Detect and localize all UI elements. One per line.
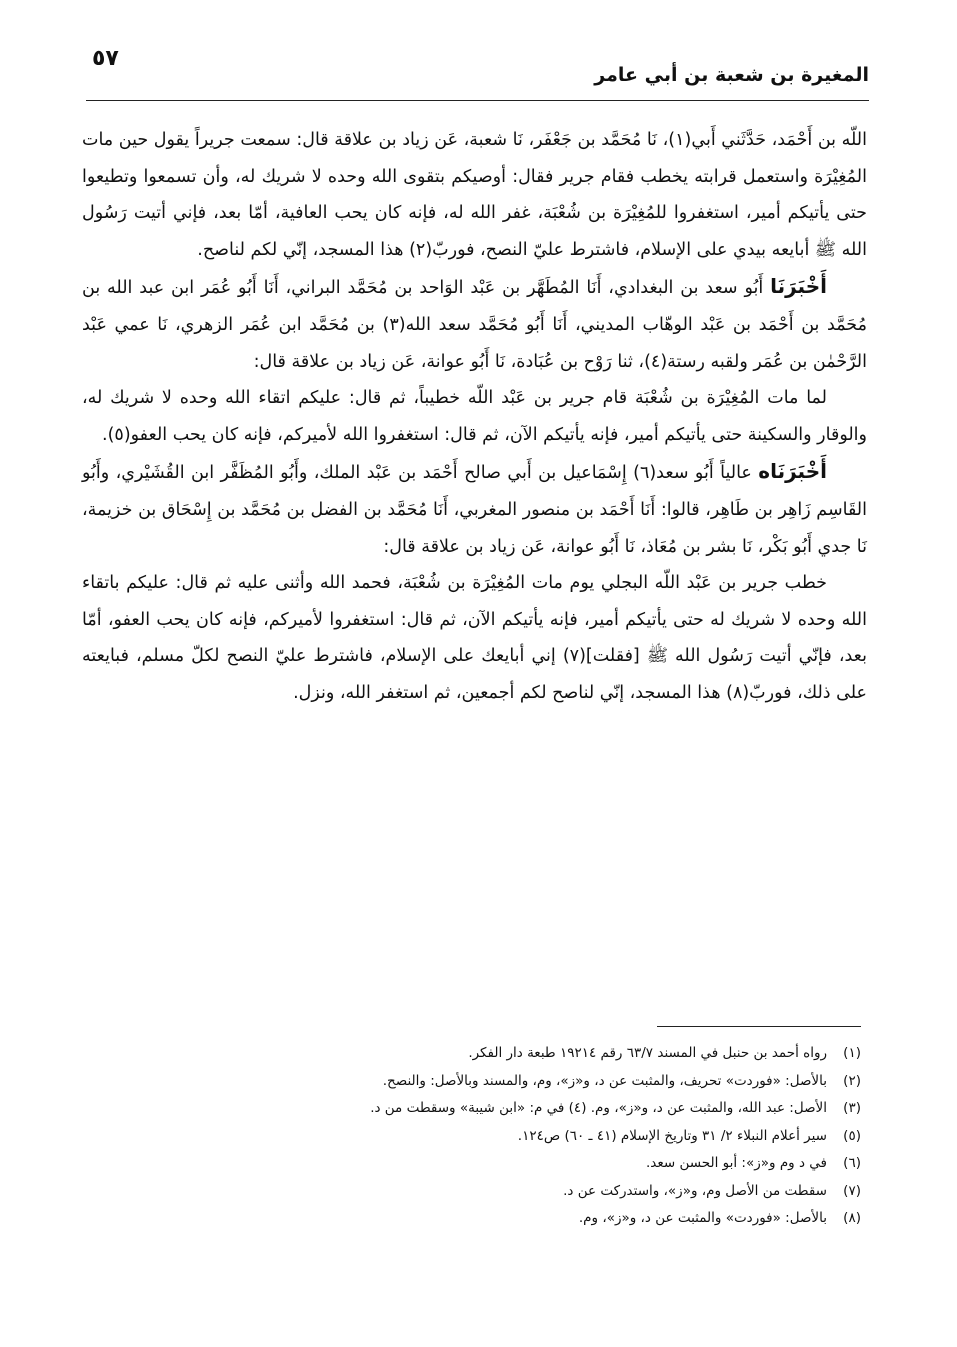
page-number: ٥٧ [92,46,119,71]
footnote-number: (١) [843,1045,861,1061]
paragraph-1: اللّه بن أَحْمَد، حَدَّثَني أَبي(١)، نَا مُحَمَّد بن جَعْفَر، نَا شعبة، عَن زياد بن علاقة قال: سمعت جريراً يقول حين مات المُغِيْرَة واستعمل قرابته يخطب فقام جرير فقال: أوصيكم بتقوى الله وحده لا شريك له، وأن تسمعوا وتطيعوا حتى يأتيكم أمير، استغفروا للمُغِيْرَة بن شُعْبَة، غفر الله له، فإنه كان يحب العافية، أمّا بعد، فإني أتيت رَسُول الله ﷺ أبايعه بيدي على الإسلام، فاشترط عليّ النصح، فوربّ(٢) هذا المسجد، إنّي لكم لناصح. [82,130,867,260]
paragraph-2-text: أَبُو سعد بن البغدادي، أَنَا المُطَهَّر بن عَبْد الوَاحد بن مُحَمَّد البراني، أَنَا أَبُو عُمَر ابن عبد الله بن مُحَمَّد بن أَحْمَد بن عَبْد الوهّاب المديني، أَنَا أَبُو مُحَمَّد سعد الله(٣) بن مُحَمَّد ابن عُمَر الزهري، نَا عمي عَبْد الرَّحْمٰن بن عُمَر ولقبه رستة(٤)، ثنا رَوْح بن عُبَادة، نَا أَبُو عوانة، عَن زياد بن علاقة قال: [82,278,867,372]
paragraph-5: خطب جرير بن عَبْد اللّه البجلي يوم مات المُغِيْرَة بن شُعْبَة، فحمد الله وأثنى عليه ثم قال: عليكم باتقاء الله وحده لا شريك له حتى يأتيكم أمير، فإنه يأتيكم الآن، ثم قال: استغفروا لأميركم، فإنه كان يحب العفو، أمّا بعد، فإنّي أتيت رَسُول الله ﷺ [فقلت](٧) إني أبايعك على الإسلام، فاشترط عليّ النصح لكلّ مسلم، فبايعته على ذلك، فوربّ(٨) هذا المسجد، إنّي لناصح لكم أجمعين، ثم استغفر الله، ونزل. [82,573,867,703]
running-title: المغيرة بن شعبة بن أبي عامر [594,64,869,86]
footnote [101,1095,861,1123]
footnote-text: بالأصل: «فوردت» تحريف، والمثبت عن د، و«ز»، وم، والمسند وبالأصل: والنصح. [382,1072,827,1089]
footnote [101,1040,861,1068]
footnote-text: بالأصل: «فوردت» والمثبت عن د، و«ز»، وم. [578,1210,827,1226]
footnote-text: سير أعلام النبلاء ٢/ ٣١ وتاريخ الإسلام (٤١ ـ ٦٠) ص١٢٤. [517,1127,827,1144]
paragraph-4-text: عالياً أَبُو سعد(٦) إِسْمَاعيل بن أَبي صالح أَحْمَد بن عَبْد الملك، وأَبُو المُظَفَّر ابن القُشَيْري، وأَبُو القَاسِم زَاهِر بن طَاهِر، قالوا: أَنَا أَحْمَد بن منصور المغربي، أَنَا مُحَمَّد بن الفضل بن مُحَمَّد بن إِسْحَاق بن خزيمة، نَا جدي أَبُو بَكْر، نَا بشر بن مُعَاذ، نَا أَبُو عوانة، عَن زياد بن علاقة قال: [82,463,867,557]
footnote-number: (٧) [843,1182,861,1199]
footnotes [101,1040,861,1233]
paragraph-2 [82,268,867,380]
main-text [82,122,867,712]
paragraph-4 [82,453,867,565]
footnote [101,1205,861,1233]
footnote-number: (٥) [843,1127,861,1144]
footnote-text: رواه أحمد بن حنبل في المسند ٦٣/٧ رقم ١٩٢١٤ طبعة دار الفكر. [468,1045,827,1061]
footnote [101,1150,861,1178]
footnote-text: الأصل: عبد الله، والمثبت عن د، و«ز»، وم. (٤) في م: «ابن شيبة» وسقطت من د. [370,1100,827,1116]
paragraph-4-lead: أَخْبَرَنَاه [758,459,827,484]
paragraph-3: لما مات المُغِيْرَة بن شُعْبَة قام جرير بن عَبْد اللّه خطيباً، ثم قال: عليكم اتقاء الله وحده لا شريك له، والوقار والسكينة حتى يأتيكم أمير، فإنه يأتيكم الآن، ثم قال: استغفروا الله لأميركم، فإنه كان يحب العفو(٥). [82,388,867,445]
footnote-number: (٨) [843,1210,861,1226]
footnote-text: سقطت من الأصل وم، و«ز»، واستدركت عن د. [563,1182,827,1199]
footnote-rule [657,1026,861,1027]
footnote [101,1068,861,1096]
footnote-number: (٣) [843,1100,861,1116]
footnote-number: (٢) [843,1072,861,1089]
footnote [101,1178,861,1206]
footnote [101,1123,861,1151]
footnote-number: (٦) [843,1155,861,1171]
paragraph-2-lead: أَخْبَرَنَا [770,274,827,299]
footnote-text: في د وم و«ز»: أبو الحسن سعد. [645,1155,827,1171]
header-rule [86,100,869,101]
